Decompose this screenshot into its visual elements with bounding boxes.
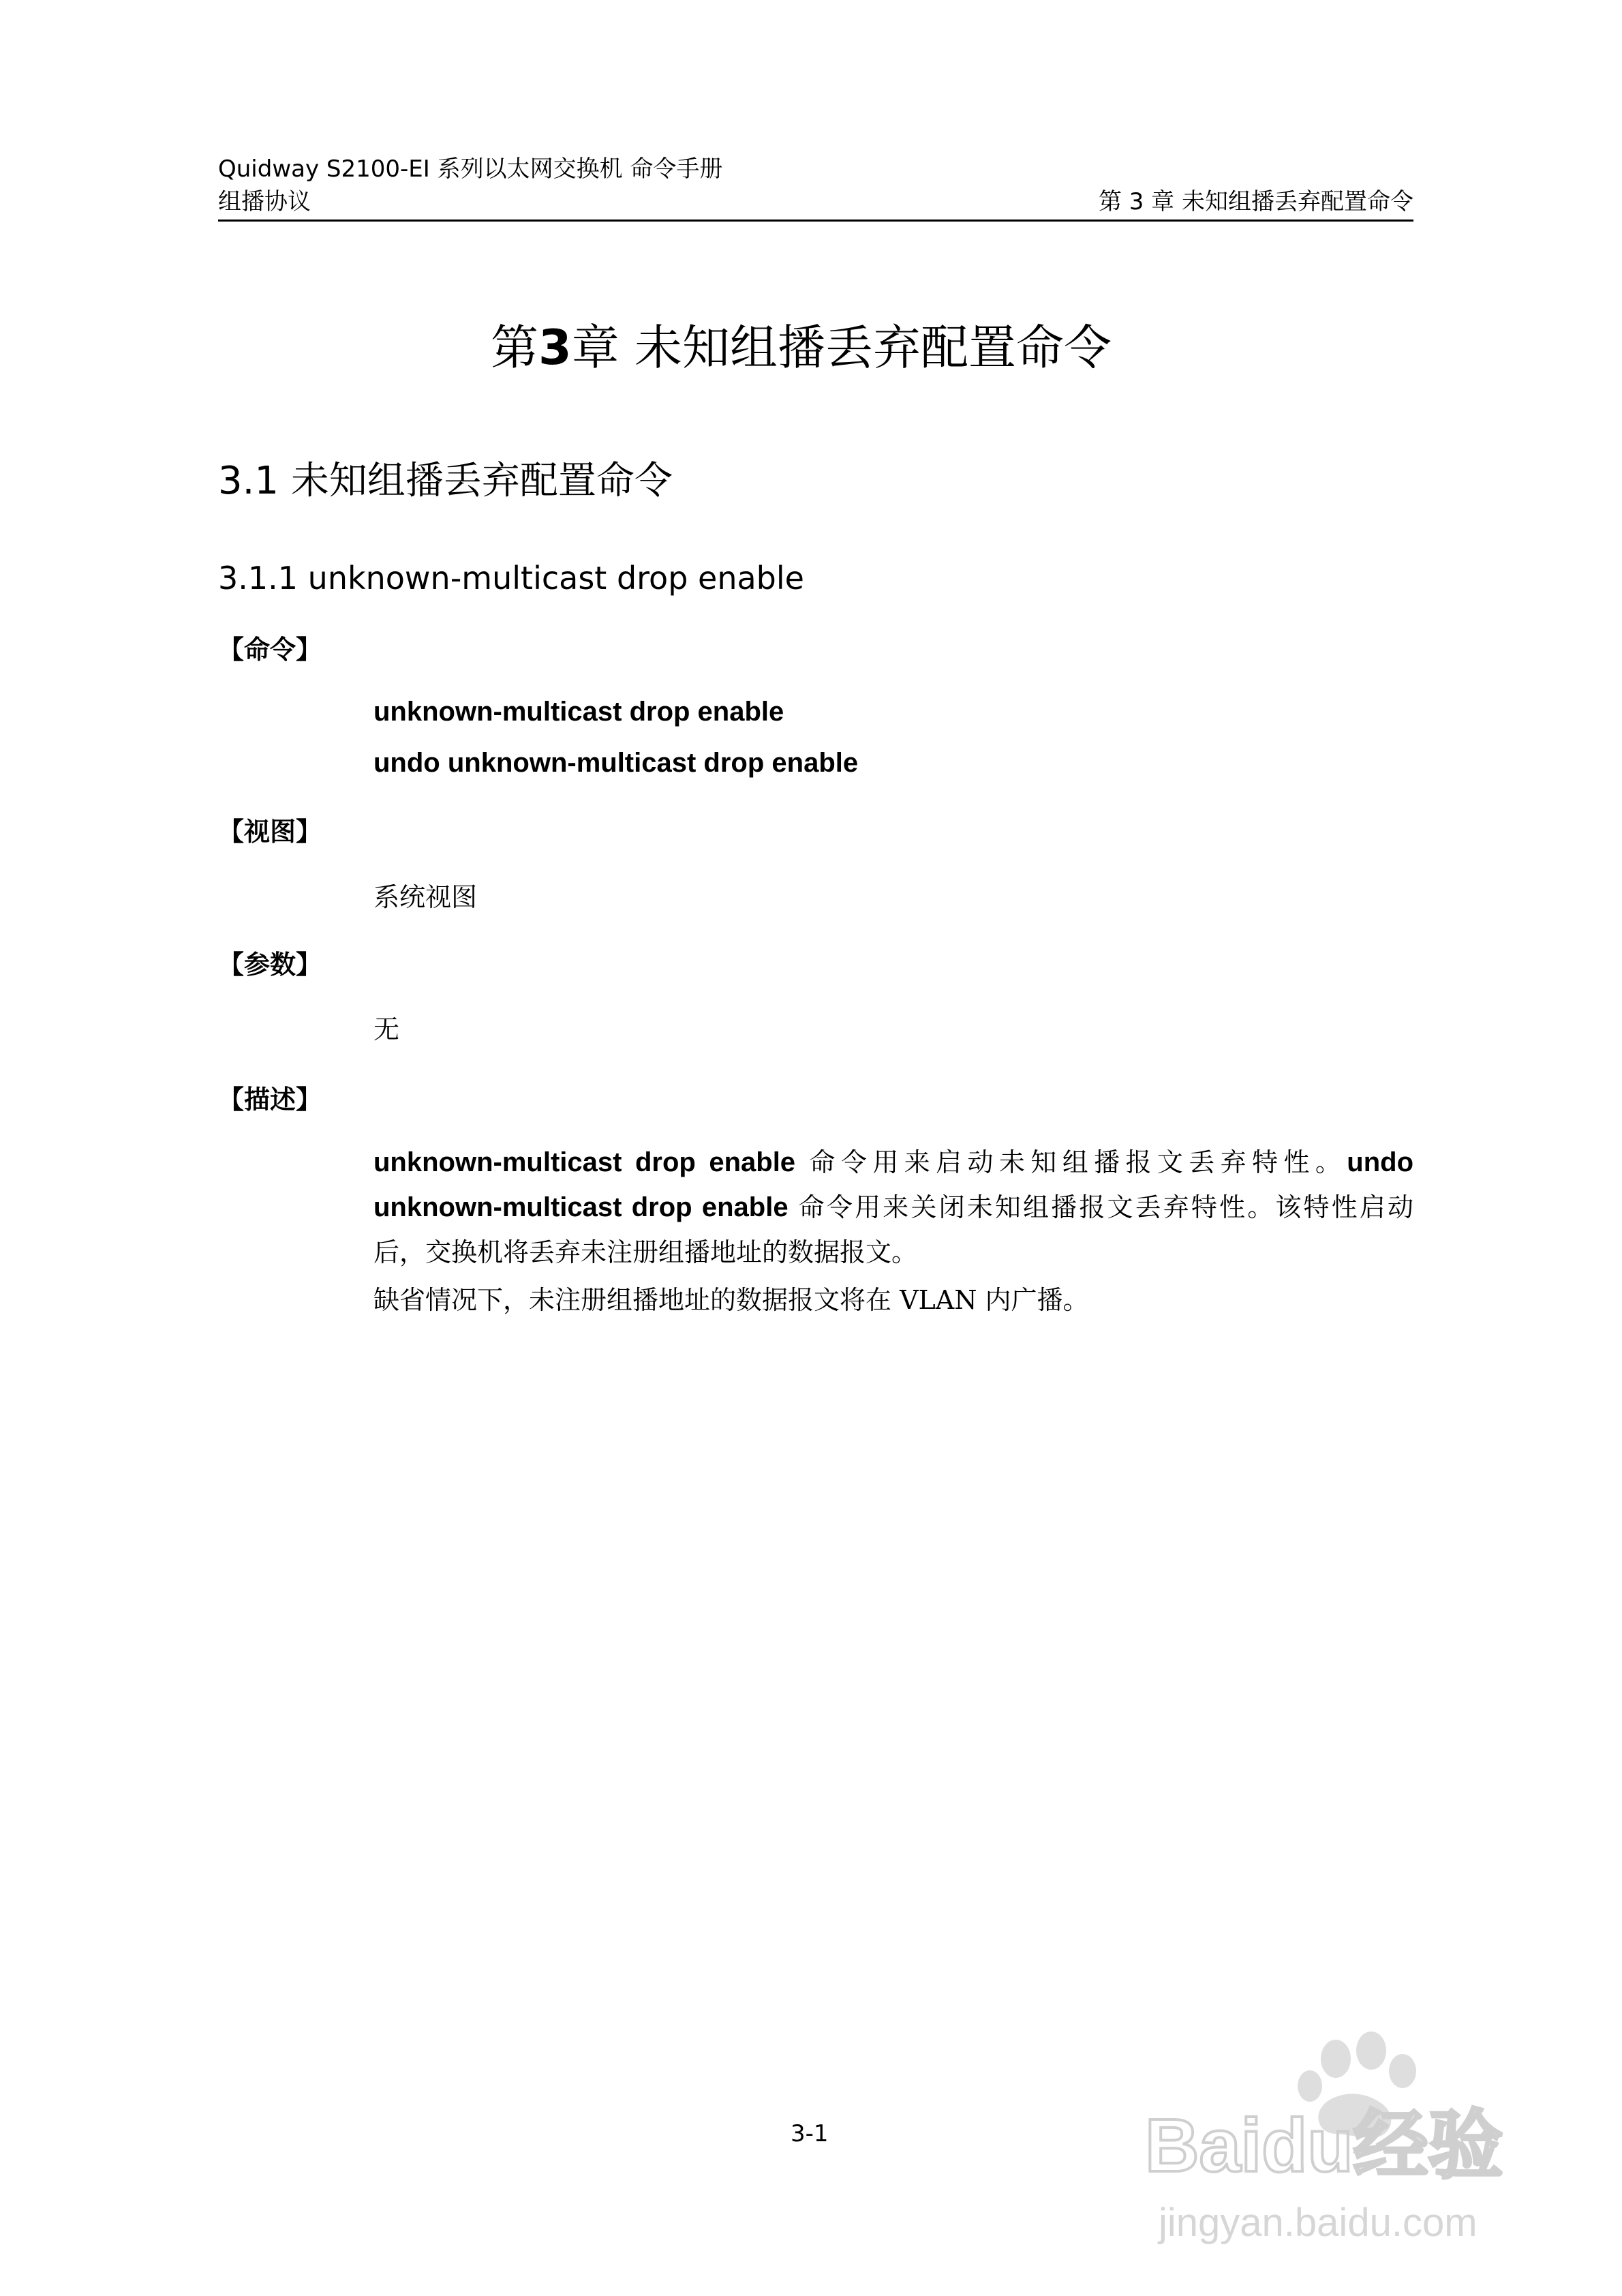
description-text-enable: 命令用来启动未知组播报文丢弃特性。 xyxy=(795,1147,1347,1177)
command-line: undo unknown-multicast drop enable xyxy=(373,748,859,778)
chapter-title-suffix: 章 未知组播丢弃配置命令 xyxy=(571,320,1112,376)
label-parameters: 【参数】 xyxy=(218,950,322,980)
subsection-title: 3.1.1 unknown-multicast drop enable xyxy=(218,560,804,596)
description-paragraph xyxy=(373,1140,1413,1275)
chapter-title-prefix: 第 xyxy=(491,320,538,376)
command-line: unknown-multicast drop enable xyxy=(373,697,784,727)
watermark-url: jingyan.baidu.com xyxy=(1159,2201,1478,2245)
header-rule xyxy=(218,220,1413,222)
label-description: 【描述】 xyxy=(218,1085,322,1115)
header-product: Quidway S2100-EI 系列以太网交换机 命令手册 xyxy=(218,155,723,183)
description-block xyxy=(373,1140,1413,1323)
watermark-brand: Baidu经验 xyxy=(1145,2104,1503,2188)
chapter-title-number: 3 xyxy=(538,320,572,376)
description-text-undo: 命令用来关闭未知组播报文丢弃特性。该特性启动后，交换机将丢弃未注册组播地址的数据报文。 xyxy=(373,1192,1413,1267)
label-view: 【视图】 xyxy=(218,817,322,847)
description-cmd-undo: undo unknown-multicast drop enable xyxy=(373,1147,1413,1222)
label-command: 【命令】 xyxy=(218,635,322,665)
baidu-watermark-logo xyxy=(1131,2031,1595,2263)
page-number: 3-1 xyxy=(791,2120,829,2147)
header-chapter: 第 3 章 未知组播丢弃配置命令 xyxy=(1098,188,1413,215)
header-category: 组播协议 xyxy=(218,188,311,215)
view-value: 系统视图 xyxy=(373,882,478,912)
description-default: 缺省情况下，未注册组播地址的数据报文将在 VLAN 内广播。 xyxy=(373,1285,1089,1315)
description-cmd-enable: unknown-multicast drop enable xyxy=(373,1147,796,1177)
section-title: 3.1 未知组播丢弃配置命令 xyxy=(218,459,673,503)
chapter-title xyxy=(491,317,1112,378)
parameters-value: 无 xyxy=(373,1014,400,1044)
paw-icon xyxy=(1131,2031,1595,2263)
